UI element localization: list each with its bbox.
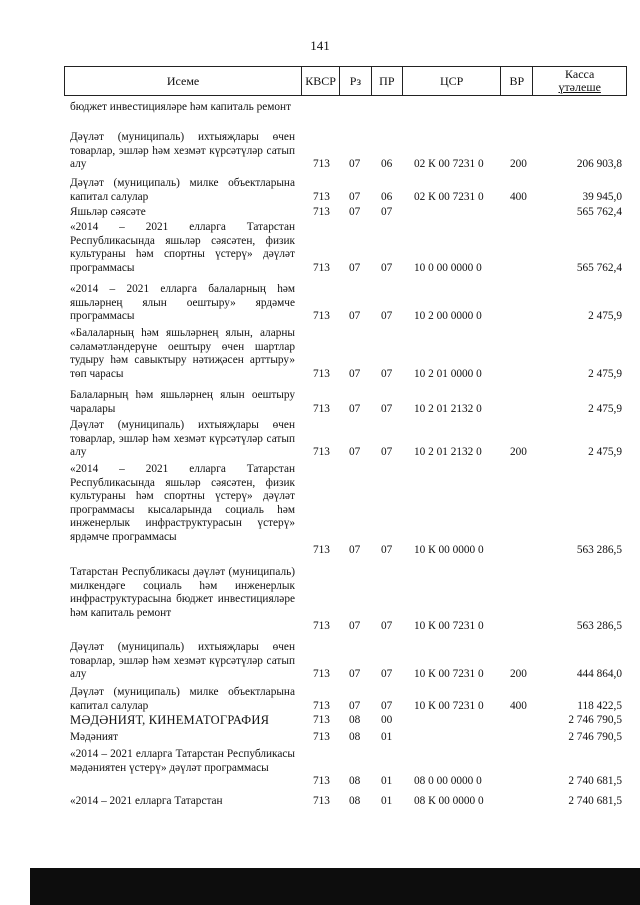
row-name: Мәдәният [70,731,119,743]
row-rz: 07 [349,699,361,712]
row-pr: 07 [381,544,393,556]
row-sum: 39 945,0 [582,190,622,203]
row-rz: 07 [349,544,361,556]
row-csr: 10 2 00 0000 0 [414,310,482,322]
row-csr: 02 К 00 7231 0 [414,190,484,203]
row-sum: 563 286,5 [576,620,622,632]
row-vr: 400 [510,699,527,712]
row-sum: 2 475,9 [588,446,622,458]
row-rz: 08 [349,714,361,726]
header-rz: Рз [340,67,372,95]
row-sum: 565 762,4 [576,261,622,274]
header-vr: ВР [501,67,533,95]
row-rz: 07 [349,620,361,632]
row-name: Дәүләт (муниципаль) ихтыяҗлары өчен товарлар, эшләр һәм хезмәт күрсәтүләр сатып алу [70,419,295,458]
row-kvsr: 713 [313,367,330,380]
row-csr: 02 К 00 7231 0 [414,158,484,170]
row-vr: 200 [510,446,527,458]
row-pr: 07 [381,261,393,274]
row-csr: 08 0 00 0000 0 [414,775,482,787]
row-pr: 07 [381,367,393,380]
row-rz: 07 [349,158,361,170]
scan-border [30,868,640,905]
row-name: «2014 – 2021 елларга Татарстан Республикасында яшьләр сәясәтен, физик культураны һәм спортны үстерү» дәүләт программасы [70,221,295,274]
row-name: Дәүләт (муниципаль) ихтыяҗлары өчен товарлар, эшләр һәм хезмәт күрсәтүләр сатып алу [70,641,295,680]
row-vr: 200 [510,668,527,680]
row-name: Балаларның һәм яшьләрнең ялын оештыру чаралары [70,389,295,415]
row-kvsr: 713 [313,775,330,787]
row-csr: 08 К 00 0000 0 [414,795,484,807]
row-name: Яшьләр сәясәте [70,206,146,218]
row-csr: 10 К 00 0000 0 [414,544,484,556]
row-name: МӘДӘНИЯТ, КИНЕМАТОГРАФИЯ [70,713,270,727]
table-header [64,66,627,96]
row-name: «2014 – 2021 елларга Татарстан Республикасында яшьләр сәясәтен, физик культураны һәм спортны үстерү» дәүләт программасы кысаларында социаль һәм инженерлык инфраструктурасын үстерү» ярдәмче программасы [70,463,295,543]
row-pr: 00 [381,714,393,726]
row-kvsr: 713 [313,731,330,743]
header-kassa-line1: Касса [565,67,595,81]
header-pr: ПР [372,67,403,95]
row-vr: 200 [510,158,527,170]
row-kvsr: 713 [313,699,330,712]
header-kvsr: КВСР [302,67,340,95]
row-kvsr: 713 [313,261,330,274]
row-sum: 444 864,0 [576,668,622,680]
row-kvsr: 713 [313,310,330,322]
header-name: Исеме [65,67,302,95]
page-number: 141 [310,38,330,53]
row-name: Дәүләт (муниципаль) милке объектларына капитал салулар [70,686,295,712]
row-kvsr: 713 [313,620,330,632]
row-rz: 07 [349,402,361,415]
row-kvsr: 713 [313,446,330,458]
row-kvsr: 713 [313,158,330,170]
row-sum: 206 903,8 [576,158,622,170]
row-sum: 2 475,9 [588,402,622,415]
row-name: бюджет инвестицияләре һәм капиталь ремонт [70,101,292,113]
row-rz: 08 [349,775,361,787]
row-rz: 07 [349,446,361,458]
row-rz: 07 [349,310,361,322]
row-rz: 08 [349,795,361,807]
row-rz: 08 [349,731,361,743]
row-kvsr: 713 [313,402,330,415]
row-sum: 2 475,9 [588,310,622,322]
header-kassa-line2: үтәлеше [558,80,601,94]
row-csr: 10 К 00 7231 0 [414,620,484,632]
row-pr: 07 [381,620,393,632]
row-sum: 563 286,5 [576,544,622,556]
row-name: «Балаларның һәм яшьләрнең ялын, аларны сәламәтләндерүне оештыру өчен шартлар тудыру һәм савыктыру нәтиҗәсен арттыру» төп чарасы [70,327,295,380]
row-pr: 07 [381,206,393,218]
row-rz: 07 [349,206,361,218]
row-name: «2014 – 2021 елларга Татарстан Республикасы мәдәниятен үстерү» дәүләт программасы [70,748,295,774]
row-csr: 10 0 00 0000 0 [414,261,482,274]
row-pr: 01 [381,731,393,743]
row-kvsr: 713 [313,668,330,680]
row-rz: 07 [349,668,361,680]
row-sum: 2 746 790,5 [568,731,622,743]
row-csr: 10 2 01 0000 0 [414,367,482,380]
row-pr: 07 [381,310,393,322]
row-sum: 2 740 681,5 [568,795,622,807]
row-vr: 400 [510,190,527,203]
row-csr: 10 К 00 7231 0 [414,668,484,680]
row-pr: 01 [381,775,393,787]
row-name: «2014 – 2021 елларга Татарстан [70,795,223,807]
header-csr: ЦСР [403,67,502,95]
row-pr: 07 [381,402,393,415]
row-sum: 2 475,9 [588,367,622,380]
row-pr: 07 [381,668,393,680]
row-kvsr: 713 [313,206,330,218]
row-sum: 118 422,5 [577,699,622,712]
row-rz: 07 [349,261,361,274]
row-kvsr: 713 [313,544,330,556]
row-name: Татарстан Республикасы дәүләт (муниципаль) милкендәге социаль һәм инженерлык инфраструктурасына бюджет инвестицияләре һәм капиталь ремонт [70,566,295,619]
row-csr: 10 К 00 7231 0 [414,699,484,712]
header-kassa [533,67,626,95]
row-rz: 07 [349,190,361,203]
row-pr: 07 [381,699,393,712]
row-sum: 565 762,4 [576,206,622,218]
row-pr: 06 [381,190,393,203]
row-pr: 06 [381,158,393,170]
row-name: Дәүләт (муниципаль) милке объектларына капитал салулар [70,177,295,203]
row-sum: 2 740 681,5 [568,775,622,787]
row-csr: 10 2 01 2132 0 [414,402,482,415]
row-csr: 10 2 01 2132 0 [414,446,482,458]
row-sum: 2 746 790,5 [568,714,622,726]
row-pr: 01 [381,795,393,807]
row-pr: 07 [381,446,393,458]
row-kvsr: 713 [313,714,330,726]
row-name: Дәүләт (муниципаль) ихтыяҗлары өчен товарлар, эшләр һәм хезмәт күрсәтүләр сатып алу [70,131,295,170]
row-kvsr: 713 [313,795,330,807]
row-rz: 07 [349,367,361,380]
row-name: «2014 – 2021 елларга балаларның һәм яшьләрнең ялын оештыру» ярдәмче программасы [70,283,295,322]
row-kvsr: 713 [313,190,330,203]
